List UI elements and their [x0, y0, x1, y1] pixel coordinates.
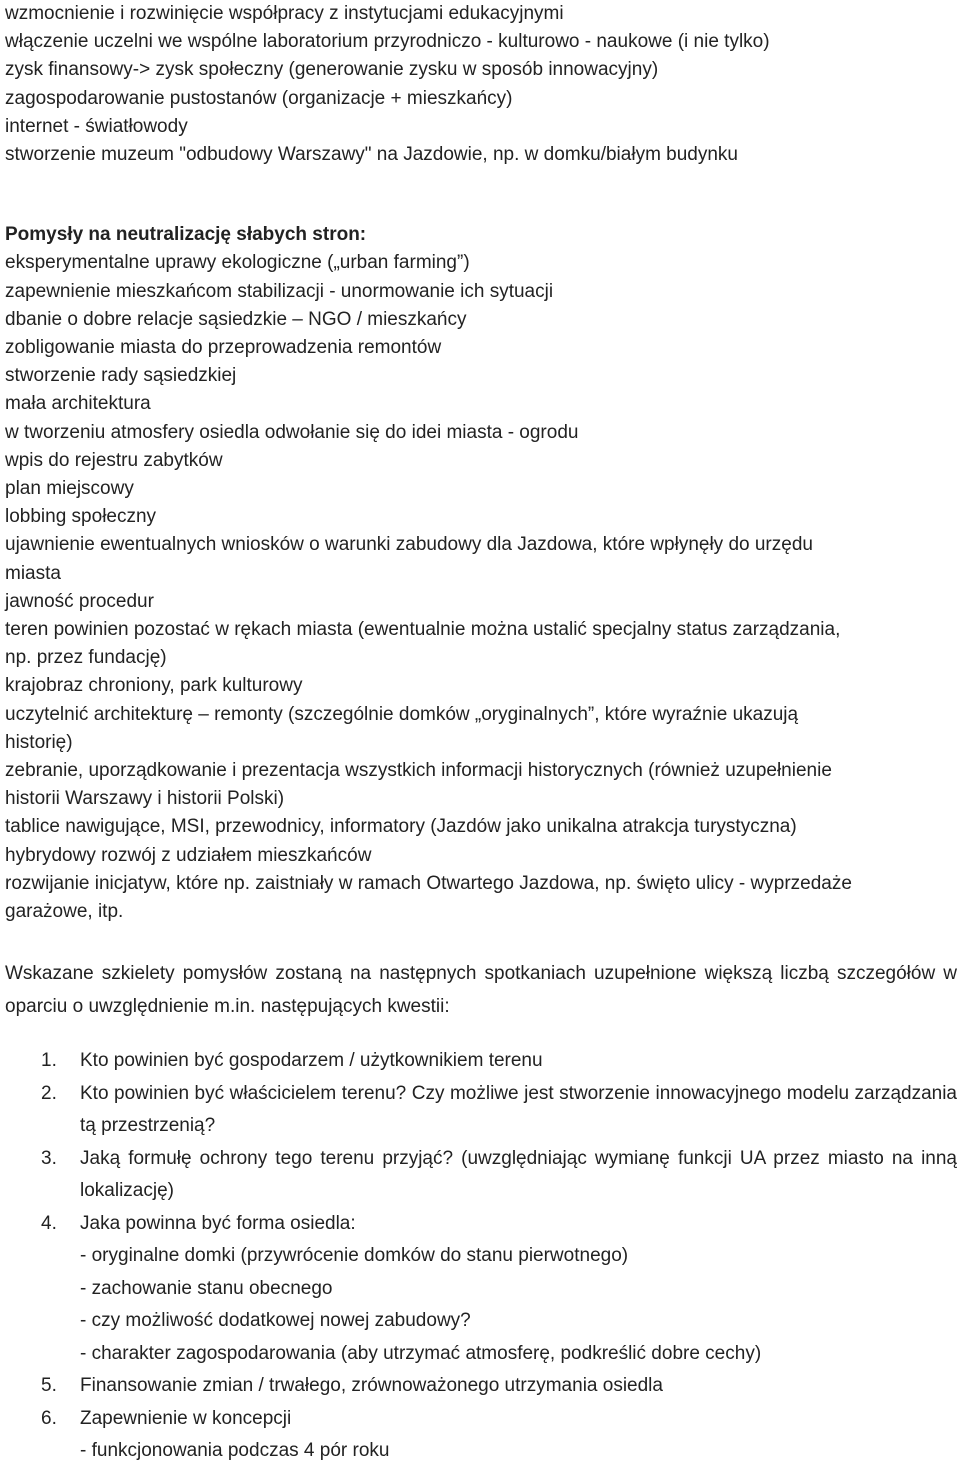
idea-line: historii Warszawy i historii Polski): [5, 788, 285, 810]
idea-line: jawność procedur: [5, 590, 154, 612]
intro-section: [5, 0, 957, 169]
question-subpoint: - zachowanie stanu obecnego: [80, 1277, 333, 1299]
idea-line: lobbing społeczny: [5, 506, 157, 528]
question-item: [5, 1403, 957, 1468]
question-subpoint: - czy możliwość dodatkowej nowej zabudowy?: [80, 1310, 471, 1332]
intro-line: włączenie uczelni we wspólne laboratorium przyrodniczo - kulturowo - naukowe (i nie tylko): [5, 31, 770, 53]
idea-line: dbanie o dobre relacje sąsiedzkie – NGO / mieszkańcy: [5, 308, 467, 330]
idea-line: krajobraz chroniony, park kulturowy: [5, 675, 303, 697]
question-number: 3.: [41, 1147, 57, 1169]
idea-line: eksperymentalne uprawy ekologiczne („urban farming”): [5, 252, 470, 274]
idea-line: wpis do rejestru zabytków: [5, 449, 223, 471]
question-text: Finansowanie zmian / trwałego, zrównoważonego utrzymania osiedla: [80, 1375, 663, 1397]
intro-line: zysk finansowy-> zysk społeczny (generowanie zysku w sposób innowacyjny): [5, 59, 659, 81]
intro-line: internet - światłowody: [5, 115, 188, 137]
idea-line: zebranie, uporządkowanie i prezentacja wszystkich informacji historycznych (również uzupełnienie: [5, 760, 832, 782]
intro-line: zagospodarowanie pustostanów (organizacje + mieszkańcy): [5, 87, 513, 109]
intro-line: wzmocnienie i rozwinięcie współpracy z instytucjami edukacyjnymi: [5, 3, 564, 24]
idea-line: garażowe, itp.: [5, 901, 124, 923]
question-item: [5, 1370, 957, 1403]
idea-line: teren powinien pozostać w rękach miasta (ewentualnie można ustalić specjalny status zarządzania,: [5, 619, 841, 641]
summary-paragraph: Wskazane szkielety pomysłów zostaną na następnych spotkaniach uzupełnione większą liczbą szczegółów w oparciu o uwzględnienie m.in. następujących kwestii:: [5, 963, 957, 1017]
section-heading: Pomysły na neutralizację słabych stron:: [5, 224, 367, 246]
questions-list: [5, 1045, 957, 1468]
idea-line: mała architektura: [5, 393, 151, 415]
intro-line: stworzenie muzeum "odbudowy Warszawy" na Jazdowie, np. w domku/białym budynku: [5, 144, 739, 166]
question-text: Kto powinien być właścicielem terenu? Czy możliwe jest stworzenie innowacyjnego modelu zarządzania tą przestrzenią?: [80, 1082, 957, 1137]
weak-points-section: [5, 221, 957, 926]
question-number: 1.: [41, 1050, 57, 1072]
idea-line: np. przez fundację): [5, 647, 167, 669]
idea-line: tablice nawigujące, MSI, przewodnicy, informatory (Jazdów jako unikalna atrakcja turystyczna): [5, 816, 797, 838]
question-text: Jaką formułę ochrony tego terenu przyjąć? (uwzględniając wymianę funkcji UA przez miasto na inną lokalizację): [80, 1147, 957, 1202]
idea-line: ujawnienie ewentualnych wniosków o warunki zabudowy dla Jazdowa, które wpłynęły do urzędu: [5, 534, 813, 556]
spacer: [5, 926, 957, 958]
idea-line: plan miejscowy: [5, 478, 134, 500]
question-item: [5, 1078, 957, 1143]
question-subpoint: - funkcjonowania podczas 4 pór roku: [80, 1440, 390, 1462]
question-subpoint: - charakter zagospodarowania (aby utrzymać atmosferę, podkreślić dobre cechy): [80, 1342, 762, 1364]
question-item: [5, 1045, 957, 1078]
question-number: 5.: [41, 1375, 57, 1397]
idea-line: zobligowanie miasta do przeprowadzenia remontów: [5, 337, 442, 359]
spacer: [5, 1023, 957, 1045]
question-item: [5, 1143, 957, 1208]
idea-line: stworzenie rady sąsiedzkiej: [5, 365, 237, 387]
spacer: [5, 169, 957, 221]
question-text: Jaka powinna być forma osiedla:: [80, 1212, 356, 1234]
idea-line: miasta: [5, 562, 61, 584]
question-subpoint: - oryginalne domki (przywrócenie domków do stanu pierwotnego): [80, 1245, 629, 1267]
document-page: [5, 0, 957, 1468]
question-text: Zapewnienie w koncepcji: [80, 1407, 292, 1429]
idea-line: uczytelnić architekturę – remonty (szczególnie domków „oryginalnych”, które wyraźnie ukazują: [5, 703, 799, 725]
question-number: 6.: [41, 1407, 57, 1429]
idea-line: historię): [5, 731, 73, 753]
question-number: 2.: [41, 1082, 57, 1104]
idea-line: rozwijanie inicjatyw, które np. zaistniały w ramach Otwartego Jazdowa, np. święto ulicy - wyprzedaże: [5, 872, 852, 894]
idea-line: zapewnienie mieszkańcom stabilizacji - unormowanie ich sytuacji: [5, 280, 554, 302]
idea-line: hybrydowy rozwój z udziałem mieszkańców: [5, 844, 372, 866]
question-text: Kto powinien być gospodarzem / użytkownikiem terenu: [80, 1050, 543, 1072]
question-number: 4.: [41, 1212, 57, 1234]
idea-line: w tworzeniu atmosfery osiedla odwołanie się do idei miasta - ogrodu: [5, 421, 579, 443]
question-item: [5, 1208, 957, 1371]
